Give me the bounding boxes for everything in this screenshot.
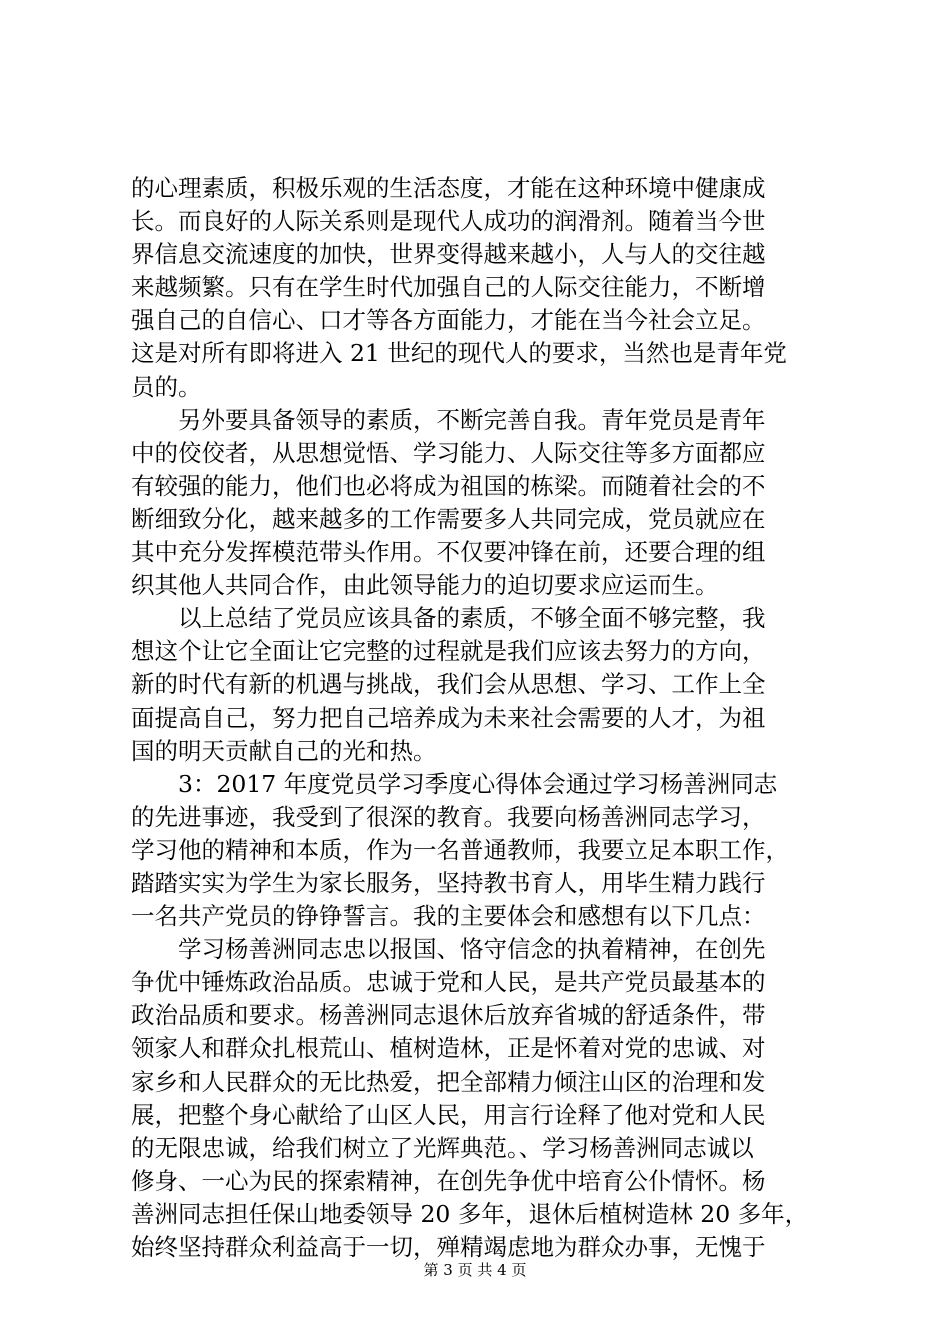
text-line: 有较强的能力，他们也必将成为祖国的栋梁。而随着社会的不 xyxy=(131,471,766,500)
text-line: 长。而良好的人际关系则是现代人成功的润滑剂。随着当今世 xyxy=(131,207,766,236)
text-line: 始终坚持群众利益高于一切，殚精竭虑地为群众办事，无愧于 xyxy=(131,1233,766,1261)
text-line: 强自己的自信心、口才等各方面能力，才能在当今社会立足。 xyxy=(131,306,766,335)
text-line: 领家人和群众扎根荒山、植树造林，正是怀着对党的忠诚、对 xyxy=(131,1034,766,1063)
text-line: 织其他人共同合作，由此领导能力的迫切要求应运而生。 xyxy=(131,571,719,600)
text-line: 政治品质和要求。杨善洲同志退休后放弃省城的舒适条件，带 xyxy=(131,1001,766,1030)
text-line: 争优中锤炼政治品质。忠诚于党和人民，是共产党员最基本的 xyxy=(131,968,766,997)
text-line: 的心理素质，积极乐观的生活态度，才能在这种环境中健康成 xyxy=(131,174,766,202)
text-line: 中的佼佼者，从思想觉悟、学习能力、人际交往等多方面都应 xyxy=(131,438,766,467)
text-line: 另外要具备领导的素质，不断完善自我。青年党员是青年 xyxy=(131,405,766,434)
text-line: 展，把整个身心献给了山区人民，用言行诠释了他对党和人民 xyxy=(131,1100,766,1129)
text-line: 3：2017 年度党员学习季度心得体会通过学习杨善洲同志 xyxy=(131,769,778,798)
text-line: 学习他的精神和本质，作为一名普通教师，我要立足本职工作， xyxy=(131,835,789,864)
text-line: 修身、一心为民的探索精神，在创先争优中培育公仆情怀。杨 xyxy=(131,1166,766,1195)
text-line: 一名共产党员的铮铮誓言。我的主要体会和感想有以下几点： xyxy=(131,902,766,931)
text-line: 国的明天贡献自己的光和热。 xyxy=(131,736,437,765)
text-line: 来越频繁。只有在学生时代加强自己的人际交往能力，不断增 xyxy=(131,273,766,302)
text-line: 断细致分化，越来越多的工作需要多人共同完成，党员就应在 xyxy=(131,504,766,533)
text-line: 面提高自己，努力把自己培养成为未来社会需要的人才，为祖 xyxy=(131,703,766,732)
text-line: 学习杨善洲同志忠以报国、恪守信念的执着精神，在创先 xyxy=(131,935,766,964)
text-line: 的无限忠诚，给我们树立了光辉典范。、学习杨善洲同志诚以 xyxy=(131,1133,754,1162)
text-line: 界信息交流速度的加快，世界变得越来越小，人与人的交往越 xyxy=(131,240,766,269)
text-line: 善洲同志担任保山地委领导 20 多年，退休后植树造林 20 多年， xyxy=(131,1199,809,1228)
text-line: 家乡和人民群众的无比热爱，把全部精力倾注山区的治理和发 xyxy=(131,1067,766,1096)
text-line: 的先进事迹，我受到了很深的教育。我要向杨善洲同志学习， xyxy=(131,802,766,831)
text-line: 其中充分发挥模范带头作用。不仅要冲锋在前，还要合理的组 xyxy=(131,538,766,567)
page-number-footer: 第 3 页 共 4 页 xyxy=(423,1261,527,1279)
text-line: 以上总结了党员应该具备的素质，不够全面不够完整，我 xyxy=(131,604,766,633)
text-line: 新的时代有新的机遇与挑战，我们会从思想、学习、工作上全 xyxy=(131,670,766,699)
text-line: 员的。 xyxy=(131,372,202,401)
text-line: 踏踏实实为学生为家长服务，坚持教书育人，用毕生精力践行 xyxy=(131,868,766,897)
text-line: 这是对所有即将进入 21 世纪的现代人的要求，当然也是青年党 xyxy=(131,339,787,368)
document-body xyxy=(131,172,831,1264)
text-line: 想这个让它全面让它完整的过程就是我们应该去努力的方向， xyxy=(131,637,766,666)
